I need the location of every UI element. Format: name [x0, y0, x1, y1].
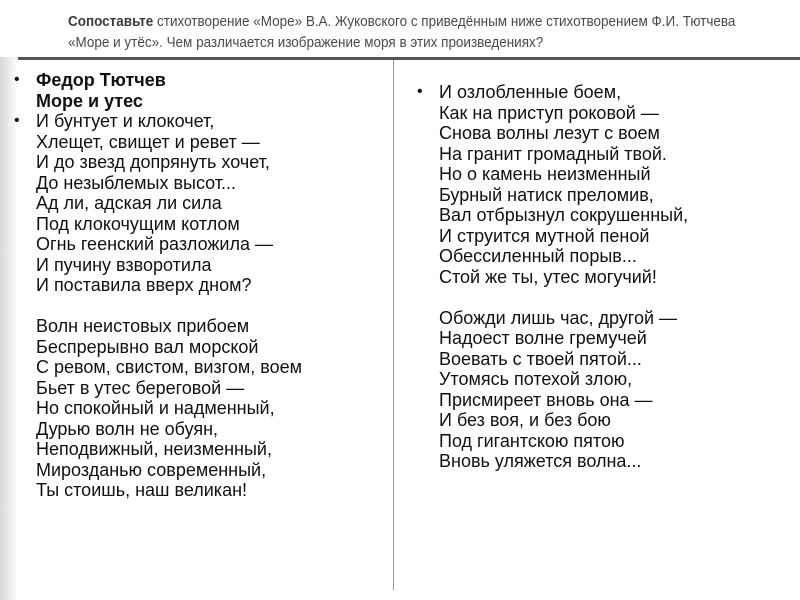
- verse-line: Вновь уляжется волна...: [439, 451, 642, 471]
- stanza-gap: [439, 287, 792, 308]
- bullet-icon: •: [14, 112, 20, 129]
- column-divider: [393, 60, 394, 590]
- poem-text-left: [36, 111, 389, 501]
- poem-name: Море и утес: [36, 90, 143, 111]
- verse-line: Но о камень неизменный: [439, 164, 651, 184]
- verse-line: Присмиреет вновь она —: [439, 389, 653, 410]
- verse-line: Вал отбрызнул сокрушенный,: [439, 205, 689, 225]
- verse-line: Беспрерывно вал морской: [36, 336, 259, 357]
- verse-line: И струится мутной пеной: [439, 225, 650, 246]
- verse-line: До незыблемых высот...: [36, 172, 237, 193]
- verse-line: Обожди лишь час, другой —: [439, 307, 678, 328]
- verse-line: Под клокочущим котлом: [36, 213, 240, 234]
- verse-line: Хлещет, свищет и ревет —: [36, 131, 260, 152]
- poem-bullet-item: [417, 82, 792, 472]
- verse-line: Утомясь потехой злою,: [439, 369, 633, 389]
- verse-line: И без воя, и без бою: [439, 410, 611, 430]
- verse-line: Мирозданью современный,: [36, 459, 267, 480]
- verse-line: Огнь геенский разложила —: [36, 234, 273, 254]
- verse-line: Как на приступ роковой —: [439, 102, 659, 123]
- verse-line: Под гигантскою пятою: [439, 430, 625, 451]
- task-heading-text: стихотворение «Море» В.А. Жуковского с приведённым ниже стихотворением Ф.И. Тютчева «Море и утёс». Чем различается изображение моря в этих произведениях?: [68, 14, 736, 51]
- verse-line: И до звезд допрянуть хочет,: [36, 152, 270, 172]
- verse-line: И озлобленные боем,: [439, 82, 622, 102]
- right-column: [417, 82, 792, 472]
- bullet-icon: •: [14, 71, 20, 88]
- left-column: [14, 70, 389, 501]
- verse-line: Бьет в утес береговой —: [36, 377, 245, 398]
- verse-line: Волн неистовых прибоем: [36, 316, 250, 336]
- task-heading: [68, 12, 738, 54]
- bullet-icon: •: [417, 83, 423, 100]
- verse-line: Надоест волне гремучей: [439, 328, 647, 348]
- verse-line: Воевать с твоей пятой...: [439, 348, 642, 369]
- verse-line: Ад ли, адская ли сила: [36, 193, 222, 213]
- verse-line: Но спокойный и надменный,: [36, 398, 275, 418]
- verse-line: Дурью волн не обуян,: [36, 418, 219, 439]
- verse-line: Неподвижный, неизменный,: [36, 439, 272, 459]
- poem-author: Федор Тютчев: [36, 70, 166, 90]
- title-bullet-item: [14, 70, 389, 111]
- header-rule: [0, 57, 800, 60]
- verse-line: Обессиленный порыв...: [439, 246, 637, 266]
- verse-line: Ты стоишь, наш великан!: [36, 480, 248, 500]
- verse-line: И бунтует и клокочет,: [36, 111, 215, 131]
- verse-line: Стой же ты, утес могучий!: [439, 266, 657, 287]
- poem-text-right: [439, 82, 792, 472]
- task-heading-strong: Сопоставьте: [68, 14, 154, 30]
- verse-line: С ревом, свистом, визгом, воем: [36, 357, 303, 377]
- verse-line: Бурный натиск преломив,: [439, 184, 654, 205]
- verse-line: На гранит громадный твой.: [439, 143, 667, 164]
- verse-line: И поставила вверх дном?: [36, 275, 252, 295]
- verse-line: Снова волны лезут с воем: [439, 123, 660, 143]
- poem-title: [36, 70, 389, 111]
- stanza-gap: [36, 296, 389, 317]
- verse-line: И пучину взворотила: [36, 254, 212, 275]
- poem-bullet-item: [14, 111, 389, 501]
